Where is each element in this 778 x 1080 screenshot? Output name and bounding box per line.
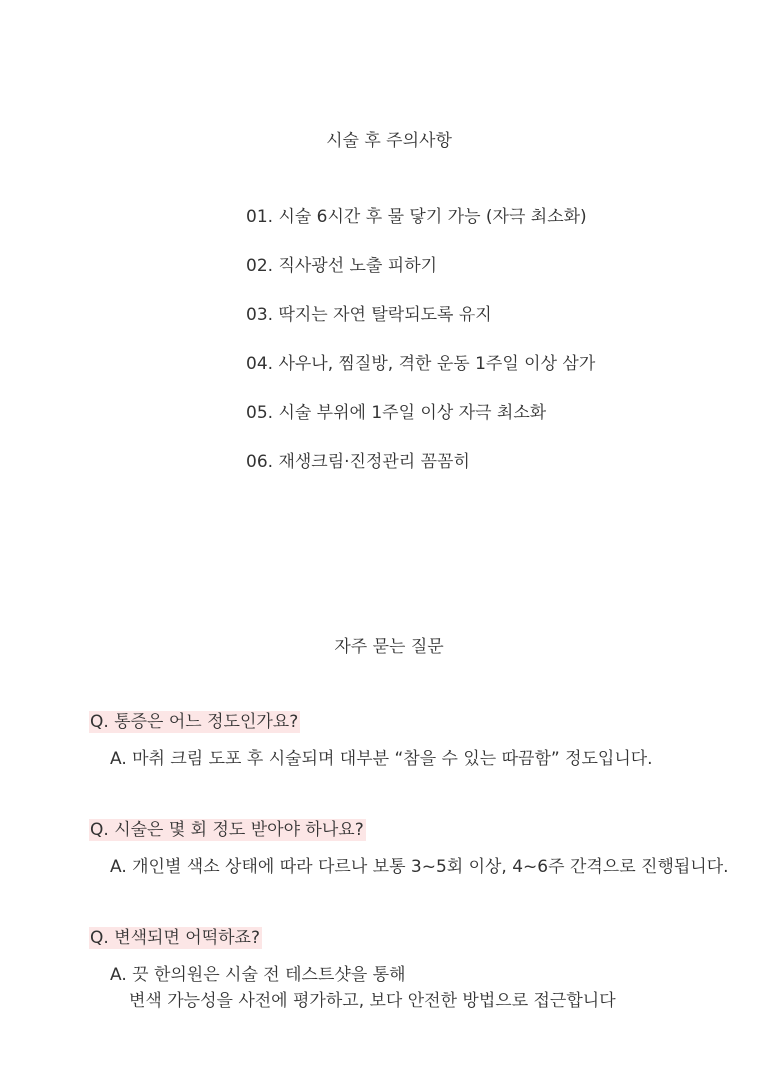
aftercare-item: 06. 재생크림·진정관리 꼼꼼히 — [246, 452, 470, 472]
faq-answer — [110, 962, 616, 1014]
aftercare-list — [246, 206, 595, 500]
aftercare-item: 04. 사우나, 찜질방, 격한 운동 1주일 이상 삼가 — [246, 354, 596, 374]
faq-answer — [110, 854, 729, 880]
faq-answer-line: A. 마취 크림 도포 후 시술되며 대부분 “참을 수 있는 따끔함” 정도입니다. — [110, 749, 653, 769]
aftercare-item: 02. 직사광선 노출 피하기 — [246, 256, 438, 276]
aftercare-item: 05. 시술 부위에 1주일 이상 자극 최소화 — [246, 403, 547, 423]
faq-answer-line-2: 변색 가능성을 사전에 평가하고, 보다 안전한 방법으로 접근합니다 — [129, 991, 616, 1011]
faq-item-discoloration — [89, 927, 616, 1014]
aftercare-item: 03. 딱지는 자연 탈락되도록 유지 — [246, 305, 492, 325]
faq-answer-line: A. 끗 한의원은 시술 전 테스트샷을 통해 — [110, 965, 406, 985]
faq-answer — [110, 746, 653, 772]
faq-item-sessions — [89, 819, 729, 880]
aftercare-item: 01. 시술 6시간 후 물 닿기 가능 (자극 최소화) — [246, 207, 587, 227]
faq-title: 자주 묻는 질문 — [334, 637, 444, 657]
faq-answer-line: A. 개인별 색소 상태에 따라 다르나 보통 3~5회 이상, 4~6주 간격으로 진행됩니다. — [110, 857, 729, 877]
faq-question: Q. 변색되면 어떡하죠? — [90, 928, 260, 948]
faq-question: Q. 통증은 어느 정도인가요? — [90, 712, 299, 732]
faq-item-pain — [89, 711, 653, 772]
aftercare-title: 시술 후 주의사항 — [326, 131, 452, 151]
faq-question: Q. 시술은 몇 회 정도 받아야 하나요? — [90, 820, 364, 840]
